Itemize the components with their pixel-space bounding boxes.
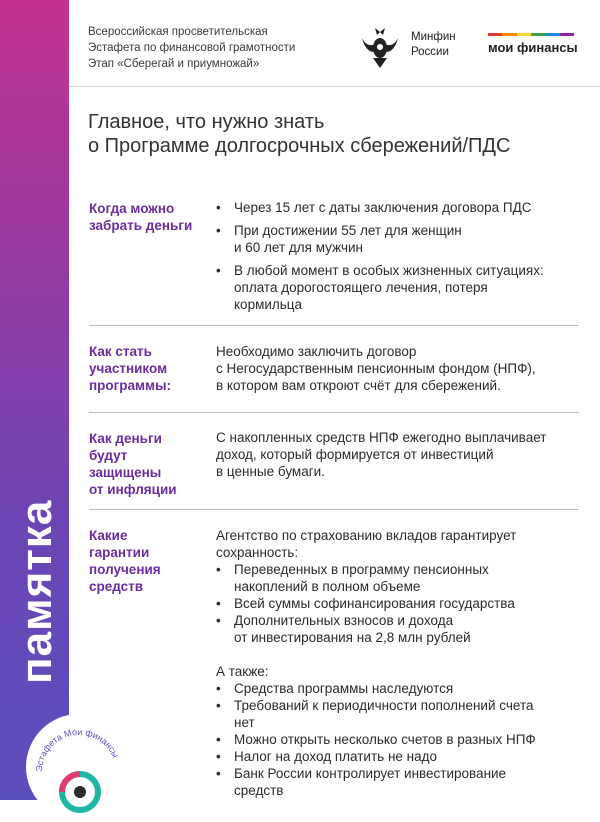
- header-line: Всероссийская просветительская: [88, 26, 268, 38]
- list-item: • Переведенных в программу пенсионных накоплений в полном объеме: [216, 561, 536, 595]
- header-divider: [69, 86, 600, 87]
- brand-name: мои финансы: [488, 40, 578, 55]
- brand-color-segment: [531, 33, 545, 36]
- answer-participant: Необходимо заключить договор с Негосударственным пенсионным фондом (НПФ), в котором вам откроют счёт для сбережений.: [216, 344, 536, 393]
- relay-logo-icon: [24, 712, 134, 822]
- list-item: • Банк России контролирует инвестирование средств: [216, 765, 536, 799]
- answer-guarantees: Агентство по страхованию вкладов гарантирует сохранность: • Переведенных в программу пенсионных накоплений в полном объеме • Всей суммы софинансирования государства • Дополнительных взносов и дохода от инвестирования на 2,8 млн рублей А также: • Средства программы наследуются • Требований к периодичности пополнений счета нет • Можно открыть несколько счетов в разных НПФ • Налог на доход платить не надо • Банк России контролирует инвестирование средств: [216, 527, 536, 799]
- brand-color-segment: [502, 33, 516, 36]
- list-item: • Средства программы наследуются: [216, 680, 536, 697]
- brand-color-segment: [545, 33, 559, 36]
- sidebar-label: памятка: [12, 499, 61, 684]
- section-divider: [89, 325, 579, 326]
- header-line: Этап «Сберегай и приумножай»: [88, 58, 260, 70]
- list-item: • В любой момент в особых жизненных ситуациях: оплата дорогостоящего лечения, потеря кормильца: [216, 262, 544, 313]
- event-header: [88, 24, 295, 72]
- question-participant: Как стать участником программы:: [89, 344, 172, 393]
- list-item: • При достижении 55 лет для женщин и 60 лет для мужчин: [216, 222, 544, 256]
- eagle-emblem-icon: [358, 24, 402, 70]
- relay-logo-text: Эстафета Мои финансы: [33, 726, 121, 773]
- brand-color-bar: [488, 33, 574, 36]
- question-guarantees: Какие гарантии получения средств: [89, 528, 161, 594]
- list-item: • Требований к периодичности пополнений счета нет: [216, 697, 536, 731]
- brand-color-segment: [560, 33, 574, 36]
- brand-color-segment: [488, 33, 502, 36]
- list-item: • Дополнительных взносов и дохода от инвестирования на 2,8 млн рублей: [216, 612, 536, 646]
- minfin-logo-text: Минфин России: [411, 31, 456, 58]
- list-item: • Можно открыть несколько счетов в разных НПФ: [216, 731, 536, 748]
- question-inflation: Как деньги будут защищены от инфляции: [89, 431, 177, 497]
- answer-inflation: С накопленных средств НПФ ежегодно выплачивает доход, который формируется от инвестиций в ценные бумаги.: [216, 430, 547, 479]
- list-item: • Всей суммы софинансирования государства: [216, 595, 536, 612]
- section-divider: [89, 509, 579, 510]
- also-heading: А также:: [216, 664, 269, 679]
- answer-when: [216, 199, 544, 313]
- list-item: • Через 15 лет с даты заключения договора ПДС: [216, 199, 544, 216]
- header-line: Эстафета по финансовой грамотности: [88, 42, 296, 54]
- moi-finansy-logo: [488, 33, 578, 55]
- list-item: • Налог на доход платить не надо: [216, 748, 536, 765]
- section-divider: [89, 412, 579, 413]
- brand-color-segment: [517, 33, 531, 36]
- page-title: Главное, что нужно знать о Программе долгосрочных сбережений/ПДС: [88, 111, 511, 157]
- question-when: Когда можно забрать деньги: [89, 201, 193, 233]
